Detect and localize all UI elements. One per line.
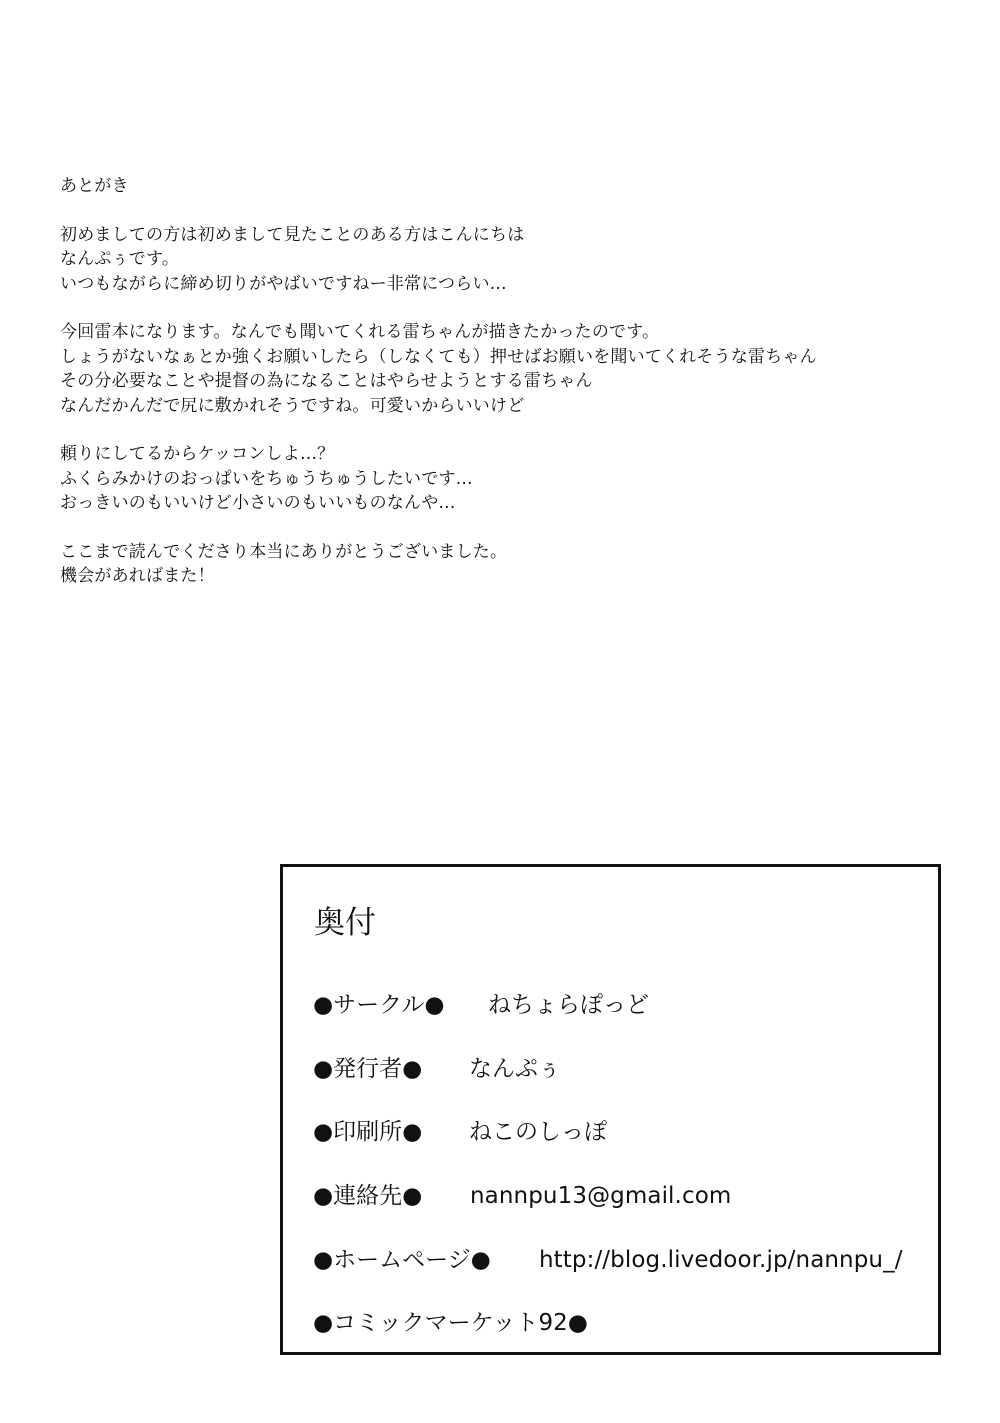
afterword-line: ふくらみかけのおっぱいをちゅうちゅうしたいです…: [60, 468, 473, 489]
afterword-line: しょうがないなぁとか強くお願いしたら（しなくても）押せばお願いを聞いてくれそうな雷ちゃん: [60, 346, 817, 367]
publisher-value: なんぷぅ: [469, 1056, 561, 1082]
colophon-box: [280, 864, 941, 1355]
afterword-line: 機会があればまた！: [60, 566, 215, 586]
paragraph-gap: [60, 516, 960, 540]
afterword-paragraph: [60, 442, 960, 516]
afterword-line: 今回雷本になります。なんでも聞いてくれる雷ちゃんが描きたかったのです。: [60, 322, 660, 342]
afterword: [60, 174, 960, 589]
afterword-heading: あとがき: [60, 176, 129, 196]
paragraph-gap: [60, 199, 960, 223]
afterword-paragraph: [60, 540, 960, 589]
afterword-line: なんだかんだで尻に敷かれそうですね。可愛いからいいけど: [60, 395, 525, 416]
publisher-label: ●発行者●: [313, 1056, 423, 1082]
homepage-url[interactable]: http://blog.livedoor.jp/nannpu_/: [539, 1247, 903, 1273]
afterword-line: なんぷぅです。: [60, 249, 180, 269]
contact-email[interactable]: nannpu13@gmail.com: [470, 1183, 732, 1209]
afterword-line: 初めましての方は初めまして見たことのある方はこんにちは: [60, 224, 525, 245]
afterword-line: いつもながらに締め切りがやばいですねー非常につらい…: [60, 273, 507, 294]
afterword-paragraph: [60, 223, 960, 297]
afterword-line: おっきいのもいいけど小さいのもいいものなんや…: [60, 493, 456, 513]
printer-value: ねこのしっぽ: [469, 1119, 607, 1145]
paragraph-gap: [60, 418, 960, 442]
afterword-line: その分必要なことや提督の為になることはやらせようとする雷ちゃん: [60, 371, 593, 391]
afterword-line: 頼りにしてるからケッコンしよ…？: [60, 444, 335, 464]
colophon-title: 奥付: [314, 905, 376, 941]
paragraph-gap: [60, 296, 960, 320]
circle-label: ●サークル●: [313, 992, 445, 1018]
circle-value: ねちょらぽっど: [488, 992, 649, 1018]
homepage-label: ●ホームページ●: [313, 1247, 491, 1273]
afterword-paragraph: [60, 320, 960, 418]
printer-label: ●印刷所●: [313, 1119, 423, 1145]
event-label: ●コミックマーケット92●: [313, 1310, 588, 1336]
afterword-line: ここまで読んでくださり本当にありがとうございました。: [60, 541, 508, 562]
contact-label: ●連絡先●: [313, 1183, 423, 1209]
